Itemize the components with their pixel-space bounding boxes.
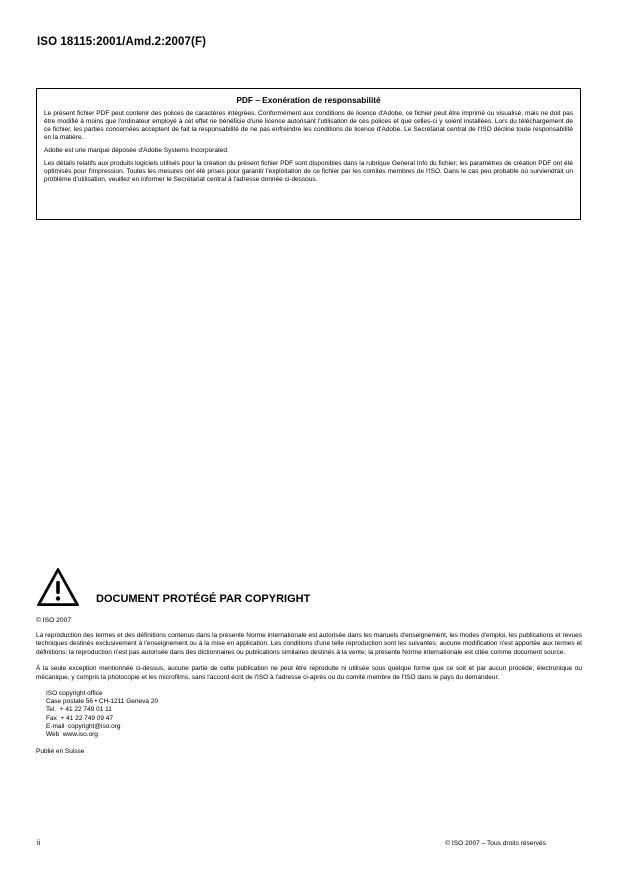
published-in: Publié en Suisse	[36, 748, 85, 756]
copyright-paragraph: La reproduction des termes et des définitions contenus dans la présente Norme internationale est autorisée dans les manuels d'enseignement, les modes d'emploi, les publications et revues techniques destinés exclusivement à l'enseignement ou à la mise en application. Les conditions d'une telle reproduction sont les suivantes: aucune modification n'est apportée aux termes et définitions; la reproduction n'est pas autorisée dans des dictionnaires ou publications similaires destinés à la vente; la présente Norme internationale est citée comme document source.	[36, 632, 582, 656]
disclaimer-title: PDF – Exonération de responsabilité	[236, 95, 381, 105]
copyright-year: © ISO 2007	[36, 617, 72, 624]
document-id: ISO 18115:2001/Amd.2:2007(F)	[37, 36, 206, 48]
copyright-text	[36, 632, 582, 682]
copyright-heading	[36, 563, 582, 607]
address-line: E-mail copyright@iso.org	[46, 722, 121, 730]
footer-rights: © ISO 2007 – Tous droits réservés	[445, 840, 546, 847]
page-number: ii	[37, 840, 41, 847]
address-line: Case postale 56 • CH-1211 Geneva 20	[46, 698, 159, 706]
iso-address	[46, 690, 582, 739]
warning-icon	[36, 567, 80, 607]
address-line: Tel. + 41 22 749 01 11	[46, 706, 112, 714]
address-line: Web www.iso.org	[46, 731, 98, 739]
copyright-section	[36, 563, 582, 755]
pdf-disclaimer-box	[36, 88, 581, 220]
address-line: ISO copyright office	[46, 690, 103, 698]
disclaimer-paragraph: Adobe est une marque déposée d'Adobe Systems Incorporated.	[44, 147, 229, 154]
copyright-title: DOCUMENT PROTÉGÉ PAR COPYRIGHT	[96, 593, 311, 605]
copyright-paragraph: À la seule exception mentionnée ci-dessus, aucune partie de cette publication ne peut être reproduite ni utilisée sous quelque forme que ce soit et par aucun procédé, électronique ou mécanique, y compris la photocopie et les microfilms, sans l'accord écrit de l'ISO à l'adresse ci-après ou du comité membre de l'ISO dans le pays du demandeur.	[36, 665, 582, 681]
address-line: Fax + 41 22 749 09 47	[46, 714, 114, 722]
disclaimer-paragraph: Les détails relatifs aux produits logiciels utilisés pour la création du présent fichier PDF sont disponibles dans la rubrique General Info du fichier; les paramètres de création PDF ont été optimisés pour l'impression. Toutes les mesures ont été prises pour garantir l'exploitation de ce fichier par les comités membres de l'ISO. Dans le cas peu probable où surviendrait un problème d'utilisation, veuillez en informer le Secrétariat central à l'adresse donnée ci-dessous.	[44, 160, 573, 183]
disclaimer-paragraph: Le présent fichier PDF peut contenir des polices de caractères intégrées. Conformément aux conditions de licence d'Adobe, ce fichier peut être imprimé ou visualisé, mais ne doit pas être modifié à moins que l'ordinateur employé à cet effet ne bénéficie d'une licence autorisant l'utilisation de ces polices et que celles-ci y soient installées. Lors du téléchargement de ce fichier, les parties concernées acceptent de fait la responsabilité de ne pas enfreindre les conditions de licence d'Adobe. Le Secrétariat central de l'ISO décline toute responsabilité en la matière.	[44, 110, 573, 141]
